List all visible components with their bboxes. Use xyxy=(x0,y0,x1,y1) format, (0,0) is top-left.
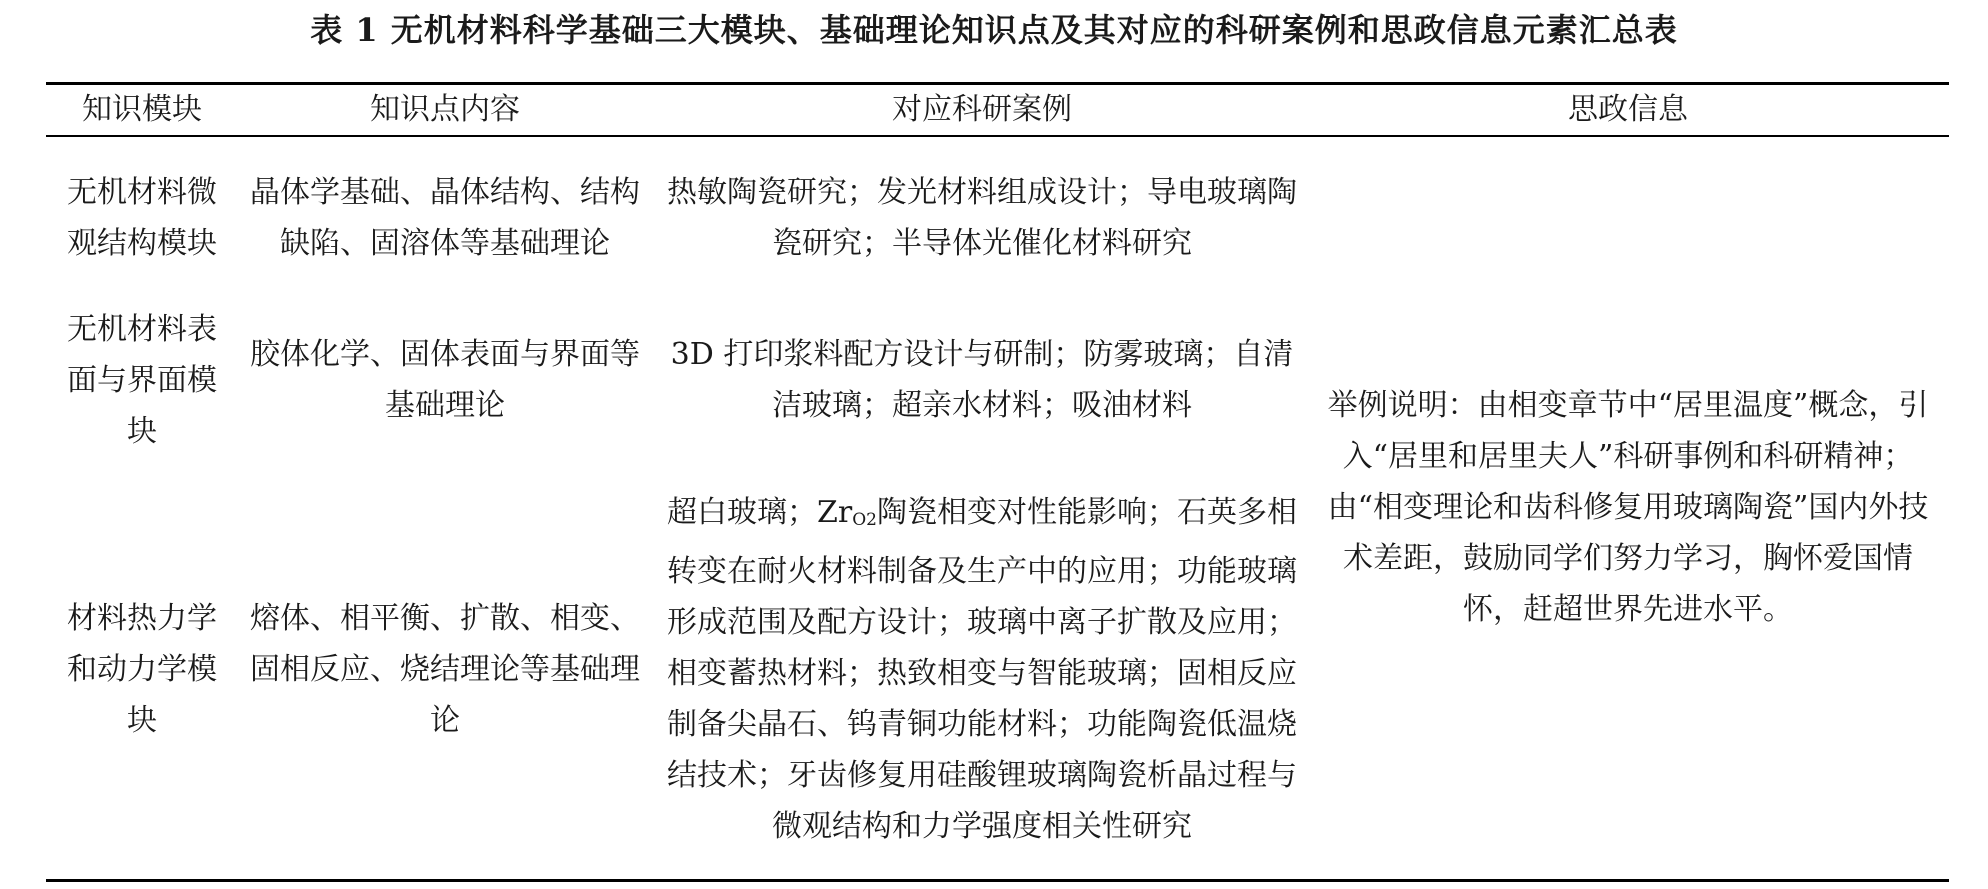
research-cases xyxy=(662,487,1302,852)
module-name: 无机材料微观结构模块 xyxy=(67,175,217,261)
knowledge-content: 熔体、相平衡、扩散、相变、固相反应、烧结理论等基础理论 xyxy=(250,600,640,738)
table-row-3-cases xyxy=(662,463,1302,875)
knowledge-content: 胶体化学、固体表面与界面等基础理论 xyxy=(250,337,640,423)
table-header-rule xyxy=(46,135,1949,137)
research-cases: 3D 打印浆料配方设计与研制；防雾玻璃；自清洁玻璃；超亲水材料；吸油材料 xyxy=(670,337,1294,423)
table-bottom-rule xyxy=(46,879,1949,882)
formula-subscript: O2 xyxy=(852,509,877,530)
table-row-2-module xyxy=(56,302,228,458)
column-header-cases: 对应科研案例 xyxy=(892,92,1072,127)
table-title: 表 1 无机材料科学基础三大模块、基础理论知识点及其对应的科研案例和思政信息元素汇总表 xyxy=(310,11,1678,49)
column-header-sizheng: 思政信息 xyxy=(1568,92,1688,127)
table-row-1-module xyxy=(56,140,228,296)
table-row-1-cases xyxy=(662,140,1302,296)
table-row-3-knowledge xyxy=(240,463,650,875)
research-cases: 热敏陶瓷研究；发光材料组成设计；导电玻璃陶瓷研究；半导体光催化材料研究 xyxy=(667,175,1297,261)
table-row-3-module xyxy=(56,463,228,875)
table-row-2-knowledge xyxy=(240,302,650,458)
knowledge-content: 晶体学基础、晶体结构、结构缺陷、固溶体等基础理论 xyxy=(250,175,640,261)
column-header-module: 知识模块 xyxy=(82,92,202,127)
cases-text-pre: 超白玻璃；Zr xyxy=(667,494,853,530)
column-header-knowledge: 知识点内容 xyxy=(370,92,520,127)
module-name: 无机材料表面与界面模块 xyxy=(67,311,217,449)
table-row-1-knowledge xyxy=(240,140,650,296)
cases-text-post: 陶瓷相变对性能影响；石英多相转变在耐火材料制备及生产中的应用；功能玻璃形成范围及配方设计；玻璃中离子扩散及应用；相变蓄热材料；热致相变与智能玻璃；固相反应制备尖晶石、钨青铜功能材料；功能陶瓷低温烧结技术；牙齿修复用硅酸锂玻璃陶瓷析晶过程与微观结构和力学强度相关性研究 xyxy=(667,494,1297,844)
sizheng-merged-cell xyxy=(1318,140,1938,875)
sizheng-content: 举例说明：由相变章节中“居里温度”概念，引入“居里和居里夫人”科研事例和科研精神；由“相变理论和齿科修复用玻璃陶瓷”国内外技术差距，鼓励同学们努力学习，胸怀爱国情怀，赶超世界先进水平。 xyxy=(1327,388,1929,627)
table-row-2-cases xyxy=(662,302,1302,458)
module-name: 材料热力学和动力学模块 xyxy=(67,600,217,738)
